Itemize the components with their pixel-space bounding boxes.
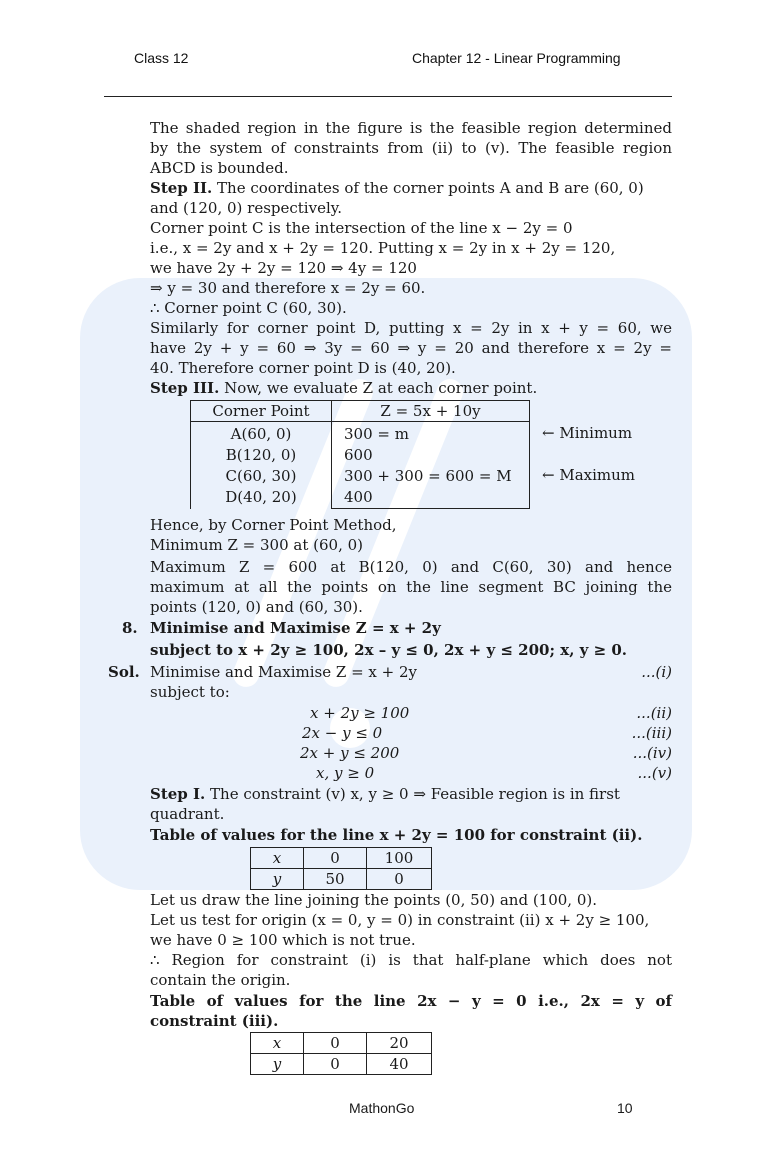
equation-tag: ...(ii): [636, 704, 672, 722]
corner-point-table: [190, 400, 530, 509]
text-line: Corner point C is the intersection of the line x − 2y = 0: [150, 219, 573, 237]
text-line: contain the origin.: [150, 971, 291, 989]
table-cell: 100: [367, 848, 432, 869]
table-cell: 50: [304, 869, 367, 890]
table-cell: 300 + 300 = 600 = M: [344, 467, 512, 485]
table-cell: 0: [304, 1054, 367, 1075]
text-line: Minimise and Maximise Z = x + 2y: [150, 663, 417, 681]
text-line: Let us test for origin (x = 0, y = 0) in constraint (ii) x + 2y ≥ 100,: [150, 911, 650, 929]
text-line: [150, 784, 672, 804]
text-line: Maximum Z = 600 at B(120, 0) and C(60, 30) and hence: [150, 558, 672, 576]
table-cell: x: [251, 848, 304, 869]
table-header: Z = 5x + 10y: [332, 401, 530, 422]
question-number: 8.: [122, 619, 138, 637]
text-line: [150, 178, 672, 198]
table-row: [191, 422, 530, 509]
text-span: The constraint (v) x, y ≥ 0 ⇒ Feasible region is in first: [205, 785, 620, 803]
table-cell: 0: [304, 1033, 367, 1054]
equation-tag: ...(iii): [631, 724, 672, 742]
text-line: Let us draw the line joining the points (0, 50) and (100, 0).: [150, 891, 597, 909]
equation-tag: ...(iv): [632, 744, 672, 762]
step-label: Step I.: [150, 785, 206, 803]
text-line: The shaded region in the figure is the feasible region determined: [150, 119, 672, 137]
text-line: [150, 378, 672, 398]
table-row: [251, 869, 432, 890]
table-cell: C(60, 30): [225, 467, 297, 485]
constraint: x, y ≥ 0: [316, 764, 375, 782]
question-text: Minimise and Maximise Z = x + 2y: [150, 619, 441, 637]
text-span: The coordinates of the corner points A and B are (60, 0): [212, 179, 644, 197]
text-line: ⇒ y = 30 and therefore x = 2y = 60.: [150, 279, 426, 297]
table-cell: B(120, 0): [225, 446, 297, 464]
question-text: subject to x + 2y ≥ 100, 2x – y ≤ 0, 2x + y ≤ 200; x, y ≥ 0.: [150, 641, 628, 659]
table-title: Table of values for the line 2x − y = 0 i.e., 2x = y of: [150, 992, 672, 1010]
table-title: Table of values for the line x + 2y = 100 for constraint (ii).: [150, 826, 643, 844]
page-number: 10: [617, 1100, 633, 1116]
text-line: Hence, by Corner Point Method,: [150, 516, 397, 534]
table-row: [251, 1033, 432, 1054]
constraint: 2x + y ≤ 200: [300, 744, 400, 762]
table-cell: 20: [367, 1033, 432, 1054]
solution-label: Sol.: [108, 663, 140, 681]
table-cell: 0: [304, 848, 367, 869]
text-line: maximum at all the points on the line segment BC joining the: [150, 578, 672, 596]
header-class: Class 12: [134, 50, 189, 66]
table-cell-group: [332, 422, 530, 509]
equation-tag: ...(v): [637, 764, 672, 782]
values-table-1: [250, 847, 432, 890]
table-cell: A(60, 0): [230, 425, 292, 443]
table-row: [191, 401, 530, 422]
table-cell: x: [251, 1033, 304, 1054]
text-line: by the system of constraints from (ii) to (v). The feasible region: [150, 139, 672, 157]
footer-brand: MathonGo: [349, 1100, 415, 1116]
table-cell: 600: [344, 446, 373, 464]
table-cell: 300 = m: [344, 425, 409, 443]
table-cell: 40: [367, 1054, 432, 1075]
header-rule: [104, 96, 672, 97]
table-cell: y: [251, 1054, 304, 1075]
text-line: points (120, 0) and (60, 30).: [150, 598, 363, 616]
text-line: have 2y + y = 60 ⇒ 3y = 60 ⇒ y = 20 and therefore x = 2y =: [150, 339, 672, 357]
constraint: 2x − y ≤ 0: [302, 724, 383, 742]
table-cell: 0: [367, 869, 432, 890]
text-line: and (120, 0) respectively.: [150, 199, 343, 217]
constraint: x + 2y ≥ 100: [310, 704, 410, 722]
values-table-2: [250, 1032, 432, 1075]
text-line: 40. Therefore corner point D is (40, 20).: [150, 359, 456, 377]
text-line: quadrant.: [150, 805, 225, 823]
table-cell: D(40, 20): [225, 488, 297, 506]
table-title: constraint (iii).: [150, 1012, 279, 1030]
text-line: ∴ Region for constraint (i) is that half-plane which does not: [150, 951, 672, 969]
text-span: Now, we evaluate Z at each corner point.: [219, 379, 538, 397]
table-header: Corner Point: [191, 401, 332, 422]
step-label: Step II.: [150, 179, 213, 197]
text-line: i.e., x = 2y and x + 2y = 120. Putting x = 2y in x + 2y = 120,: [150, 239, 616, 257]
text-line: ABCD is bounded.: [150, 159, 289, 177]
table-cell: y: [251, 869, 304, 890]
text-line: we have 0 ≥ 100 which is not true.: [150, 931, 416, 949]
text-line: subject to:: [150, 683, 230, 701]
equation-tag: ...(i): [641, 663, 672, 681]
minimum-label: ← Minimum: [542, 424, 633, 442]
header-chapter: Chapter 12 - Linear Programming: [412, 50, 621, 66]
table-cell-group: [191, 422, 332, 509]
text-line: Minimum Z = 300 at (60, 0): [150, 536, 364, 554]
maximum-label: ← Maximum: [542, 466, 636, 484]
text-line: Similarly for corner point D, putting x = 2y in x + y = 60, we: [150, 319, 672, 337]
table-cell: 400: [344, 488, 373, 506]
table-row: [251, 1054, 432, 1075]
step-label: Step III.: [150, 379, 220, 397]
table-row: [251, 848, 432, 869]
text-line: we have 2y + 2y = 120 ⇒ 4y = 120: [150, 259, 417, 277]
text-line: ∴ Corner point C (60, 30).: [150, 299, 347, 317]
